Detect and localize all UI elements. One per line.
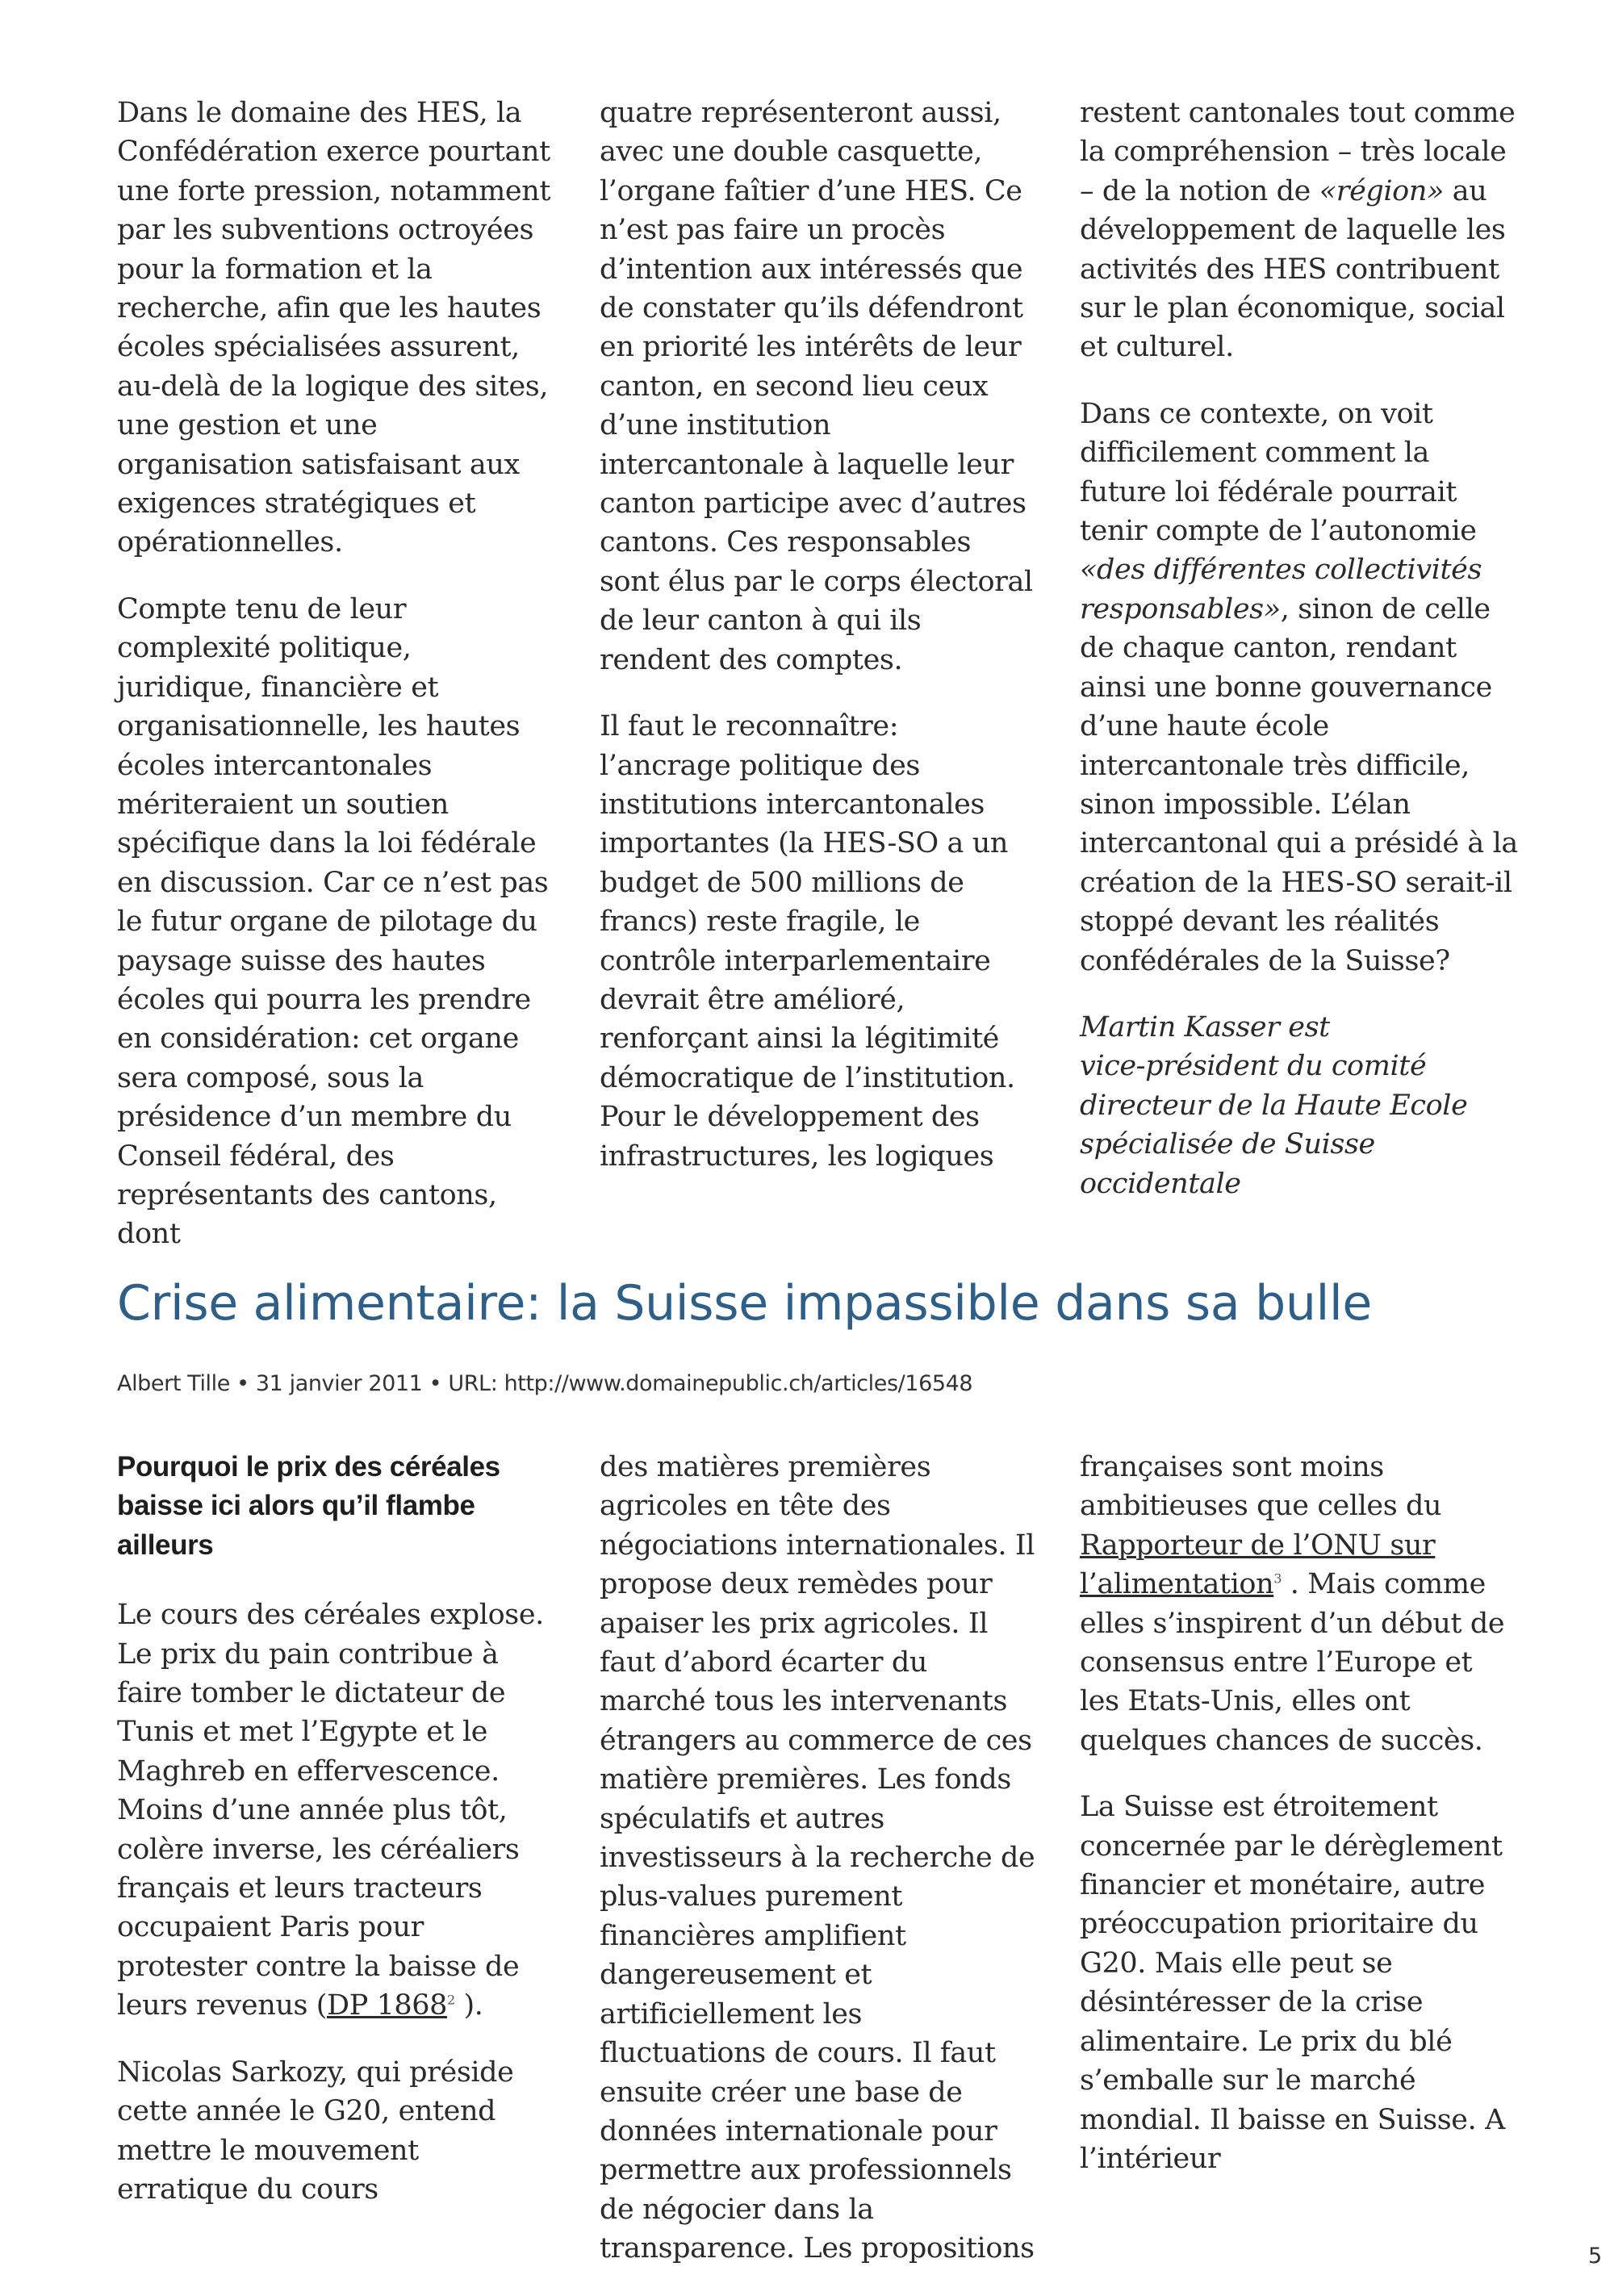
text: ).	[454, 1989, 483, 2022]
dp-1868-link[interactable]: DP 1868	[327, 1989, 448, 2022]
signature-line: Martin Kasser est	[1080, 1010, 1330, 1043]
page-number: 5	[1588, 2244, 1603, 2269]
article-column-1	[117, 1448, 553, 2236]
text: restent cantonales tout comme la compréhension – très locale – de la notion de	[1080, 97, 1516, 207]
paragraph: La Suisse est étroitement concernée par le dérèglement financier et monétaire, autre préoccupation prioritaire du G20. Mais elle peut se désintéresser de la crise alimentaire. Le prix du blé s’emballe sur le marché mondial. Il baisse en Suisse. A l’intérieur	[1080, 1791, 1505, 2175]
top-article-column-2	[600, 94, 1035, 1203]
paragraph	[117, 1595, 553, 2025]
text: . Mais comme elles s’inspirent d’un début de consensus entre l’Europe et les Etats-Unis, elles ont quelques chances de succès.	[1080, 1568, 1505, 1757]
footnote-marker: 3	[1273, 1570, 1282, 1587]
article-byline: Albert Tille • 31 janvier 2011 • URL: http://www.domainepublic.ch/articles/16548	[117, 1371, 973, 1396]
paragraph	[1080, 94, 1520, 367]
signature-line: vice-président du comité	[1080, 1050, 1427, 1083]
article-subhead: Pourquoi le prix des céréales baisse ici alors qu’il flambe ailleurs	[117, 1451, 500, 1561]
paragraph: quatre représenteront aussi, avec une double casquette, l’organe faîtier d’une HES. Ce n’est pas faire un procès d’intention aux intéressés que de constater qu’ils défendront en priorité les intérêts de leur canton, en second lieu ceux d’une institution intercantonale à laquelle leur canton participe avec d’autres cantons. Ces responsables sont élus par le corps électoral de leur canton à qui ils rendent des comptes.	[600, 97, 1033, 676]
paragraph: Nicolas Sarkozy, qui préside cette année le G20, entend mettre le mouvement erratique du cours	[117, 2056, 514, 2206]
paragraph	[1080, 1448, 1520, 1760]
paragraph: Il faut le reconnaître: l’ancrage politique des institutions intercantonales importantes (la HES-SO a un budget de 500 millions de francs) reste fragile, le contrôle interparlementaire devrait être amélioré, renforçant ainsi la légitimité démocratique de l’institution. Pour le développement des infrastructures, les logiques	[600, 710, 1015, 1173]
article-column-3	[1080, 1448, 1520, 2206]
signature-line: spécialisée de Suisse occidentale	[1080, 1128, 1375, 1200]
onu-rapporteur-link[interactable]: Rapporteur de l’ONU sur l’alimentation	[1080, 1529, 1436, 1601]
text: Dans ce contexte, on voit difficilement comment la future loi fédérale pourrait tenir compte de l’autonomie	[1080, 397, 1477, 548]
top-article-column-3	[1080, 94, 1520, 1231]
footnote-marker: 2	[447, 1992, 455, 2008]
text: françaises sont moins ambitieuses que celles du	[1080, 1451, 1442, 1523]
article-headline: Crise alimentaire: la Suisse impassible dans sa bulle	[117, 1275, 1372, 1332]
author-signature	[1080, 1008, 1520, 1203]
paragraph: des matières premières agricoles en tête des négociations internationales. Il propose deux remèdes pour apaiser les prix agricoles. Il faut d’abord écarter du marché tous les intervenants étrangers au commerce de ces matière premières. Les fonds spéculatifs et autres investisseurs à la recherche de plus-values purement financières amplifient dangereusement et artificiellement les fluctuations de cours. Il faut ensuite créer une base de données internationale pour permettre aux professionnels de négocier dans la transparence. Les propositions	[600, 1451, 1035, 2265]
paragraph	[1080, 395, 1520, 981]
signature-line: directeur de la Haute Ecole	[1080, 1089, 1468, 1122]
emphasis: «des différentes collectivités responsables»	[1080, 554, 1482, 625]
article-column-2	[600, 1448, 1035, 2296]
text: Le cours des céréales explose. Le prix du pain contribue à faire tomber le dictateur de Tunis et met l’Egypte et le Maghreb en effervescence. Moins d’une année plus tôt, colère inverse, les céréaliers français et leurs tracteurs occupaient Paris pour protester contre la baisse de leurs revenus (	[117, 1599, 544, 2022]
paragraph: Dans le domaine des HES, la Confédération exerce pourtant une forte pression, notamment par les subventions octroyées pour la formation et la recherche, afin que les hautes écoles spécialisées assurent, au-delà de la logique des sites, une gestion et une organisation satisfaisant aux exigences stratégiques et opérationnelles.	[117, 97, 551, 559]
text: , sinon de celle de chaque canton, rendant ainsi une bonne gouvernance d’une haute école intercantonale très difficile, sinon impossible. L’élan intercantonal qui a présidé à la création de la HES-SO serait-il stoppé devant les réalités confédérales de la Suisse?	[1080, 592, 1518, 977]
text: au développement de laquelle les activités des HES contribuent sur le plan économique, social et culturel.	[1080, 174, 1506, 364]
paragraph: Compte tenu de leur complexité politique, juridique, financière et organisationnelle, les hautes écoles intercantonales mériteraient un soutien spécifique dans la loi fédérale en discussion. Car ce n’est pas le futur organe de pilotage du paysage suisse des hautes écoles qui pourra les prendre en considération: cet organe sera composé, sous la présidence d’un membre du Conseil fédéral, des représentants des cantons, dont	[117, 592, 549, 1251]
top-article-column-1	[117, 94, 553, 1282]
emphasis: «région»	[1319, 174, 1445, 207]
